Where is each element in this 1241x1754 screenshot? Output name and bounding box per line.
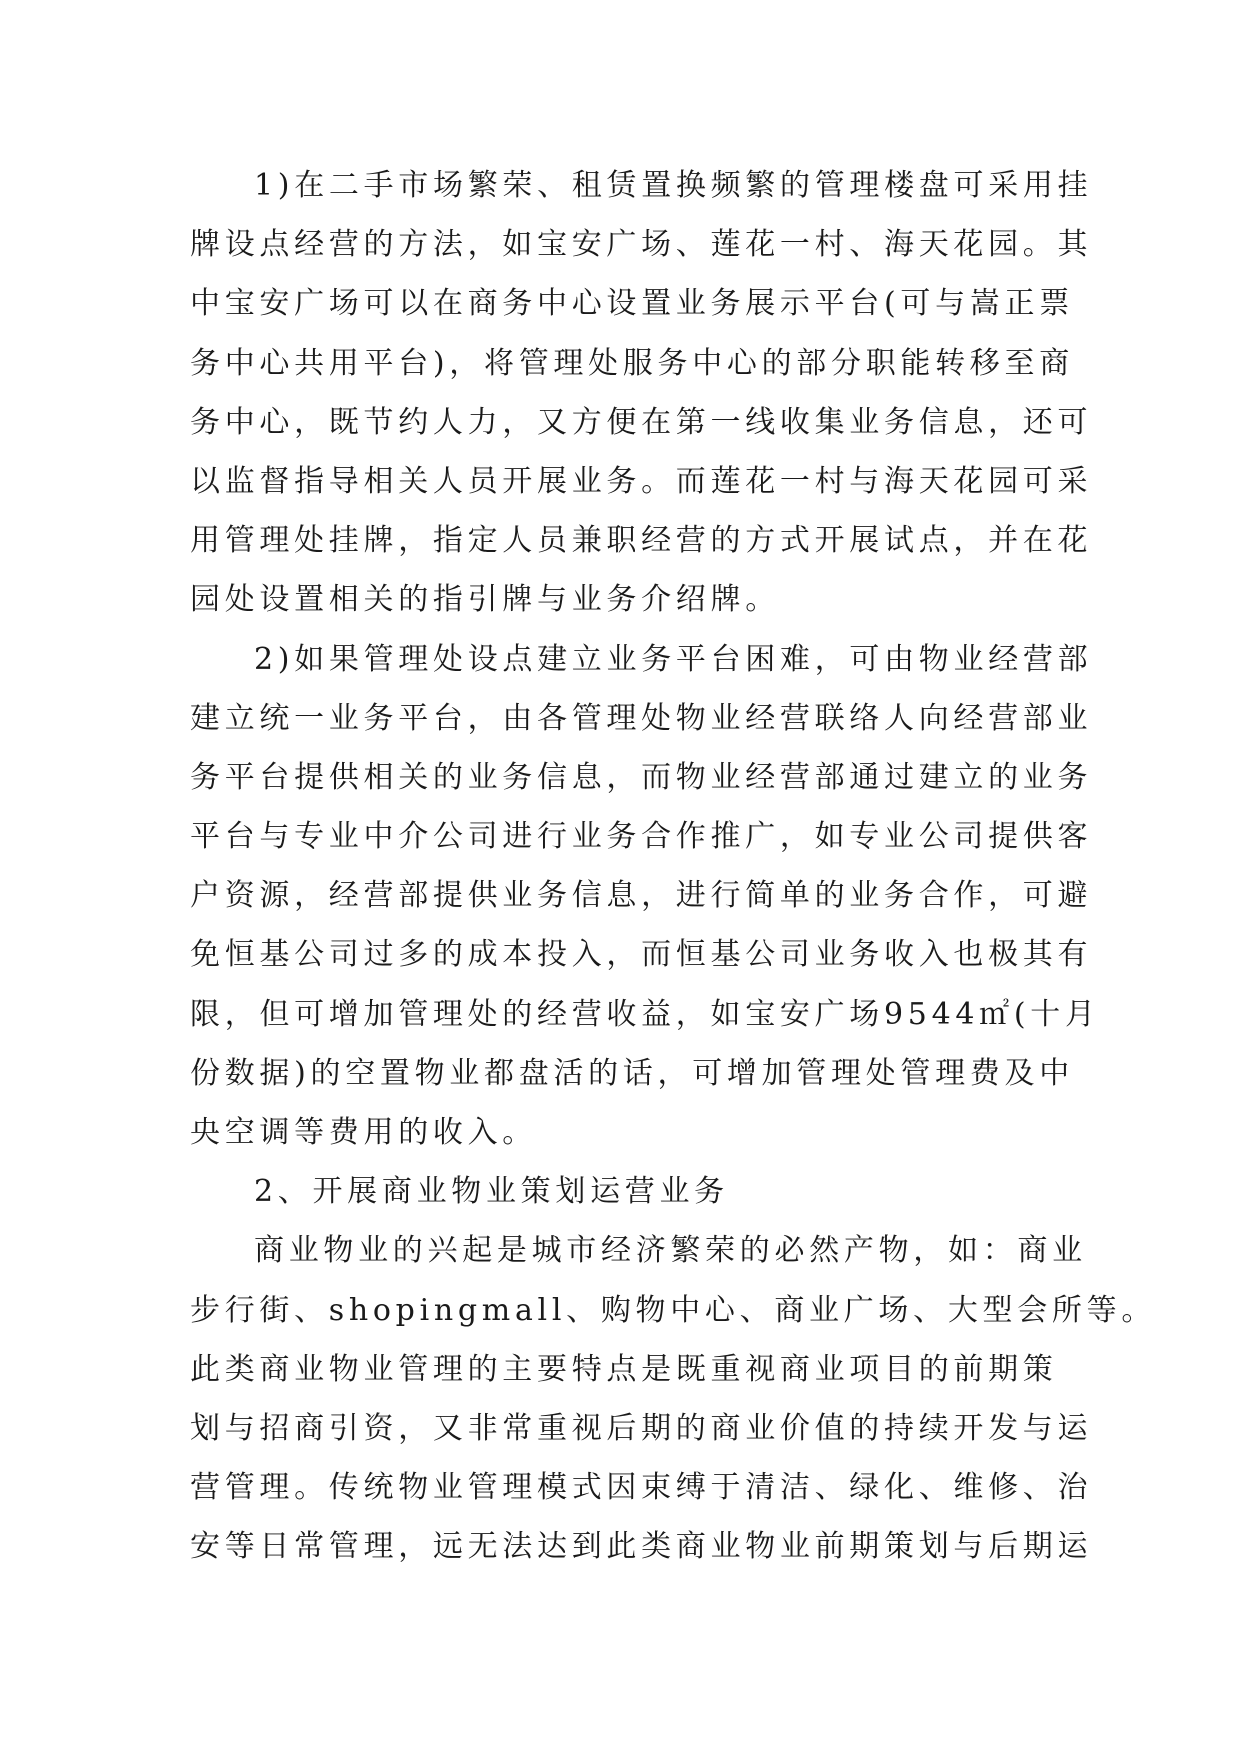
paragraph-line: 步行街、shopingmall、购物中心、商业广场、大型会所等。 bbox=[190, 1292, 1157, 1328]
paragraph-line: 商业物业的兴起是城市经济繁荣的必然产物，如：商业 bbox=[254, 1233, 1087, 1269]
paragraph-line: 安等日常管理，远无法达到此类商业物业前期策划与后期运 bbox=[190, 1529, 1093, 1565]
paragraph-line: 务平台提供相关的业务信息，而物业经营部通过建立的业务 bbox=[190, 759, 1093, 795]
paragraph-line: 此类商业物业管理的主要特点是既重视商业项目的前期策 bbox=[190, 1351, 1058, 1387]
document-body bbox=[190, 156, 1157, 1577]
paragraph-line: 园处设置相关的指引牌与业务介绍牌。 bbox=[190, 582, 780, 618]
paragraph-line: 1)在二手市场繁荣、租赁置换频繁的管理楼盘可采用挂 bbox=[254, 168, 1093, 203]
paragraph-line: 务中心共用平台)，将管理处服务中心的部分职能转移至商 bbox=[190, 345, 1074, 381]
paragraph-line: 户资源，经营部提供业务信息，进行简单的业务合作，可避 bbox=[190, 878, 1093, 914]
paragraph-line: 免恒基公司过多的成本投入，而恒基公司业务收入也极其有 bbox=[190, 937, 1093, 973]
paragraph-line: 份数据)的空置物业都盘活的话，可增加管理处管理费及中 bbox=[190, 1055, 1074, 1091]
paragraph-line: 牌设点经营的方法，如宝安广场、莲花一村、海天花园。其 bbox=[190, 227, 1093, 263]
paragraph-line: 用管理处挂牌，指定人员兼职经营的方式开展试点，并在花 bbox=[190, 523, 1093, 559]
section-heading: 2、开展商业物业策划运营业务 bbox=[254, 1174, 729, 1210]
paragraph-line: 以监督指导相关人员开展业务。而莲花一村与海天花园可采 bbox=[190, 463, 1093, 499]
paragraph-line: 建立统一业务平台，由各管理处物业经营联络人向经营部业 bbox=[190, 700, 1093, 736]
paragraph-line: 营管理。传统物业管理模式因束缚于清洁、绿化、维修、治 bbox=[190, 1470, 1093, 1506]
paragraph-line: 中宝安广场可以在商务中心设置业务展示平台(可与嵩正票 bbox=[190, 286, 1074, 322]
paragraph-line: 限，但可增加管理处的经营收益，如宝安广场9544㎡(十月 bbox=[190, 996, 1100, 1032]
paragraph-line: 平台与专业中介公司进行业务合作推广，如专业公司提供客 bbox=[190, 819, 1093, 855]
paragraph-line: 划与招商引资，又非常重视后期的商业价值的持续开发与运 bbox=[190, 1410, 1093, 1446]
paragraph-line: 2)如果管理处设点建立业务平台困难，可由物业经营部 bbox=[254, 641, 1093, 677]
paragraph-line: 务中心，既节约人力，又方便在第一线收集业务信息，还可 bbox=[190, 404, 1093, 440]
paragraph-line: 央空调等费用的收入。 bbox=[190, 1115, 537, 1150]
